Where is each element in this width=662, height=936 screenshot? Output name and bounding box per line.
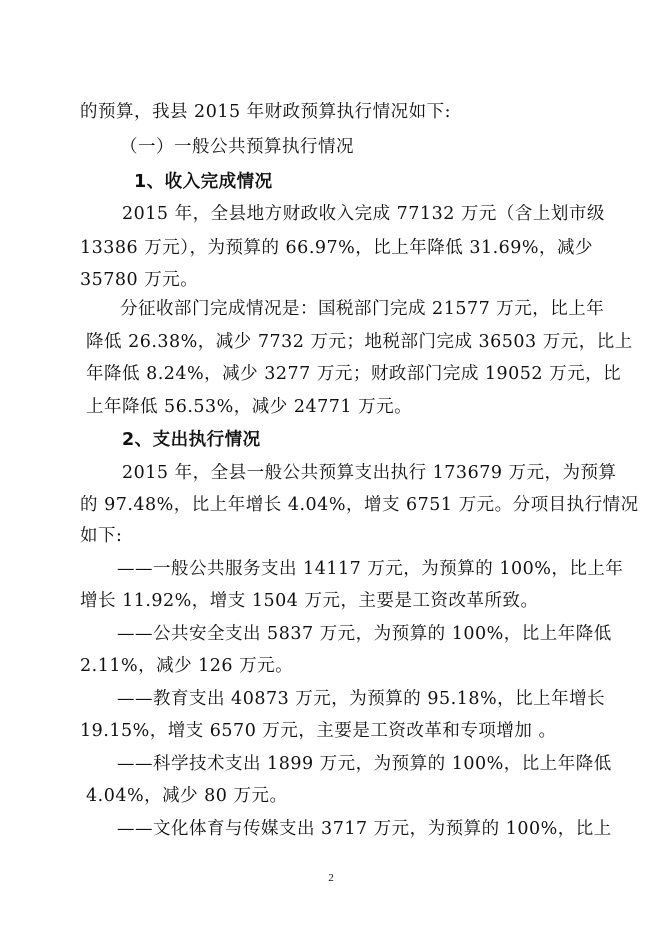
paragraph-line: 分征收部门完成情况是：国税部门完成 21577 万元，比上年	[120, 299, 605, 319]
paragraph-line: 13386 万元），为预算的 66.97%，比上年降低 31.69%，减少	[80, 238, 594, 258]
paragraph-line: ——公共安全支出 5837 万元，为预算的 100%，比上年降低	[117, 624, 612, 644]
paragraph-line: ——教育支出 40873 万元，为预算的 95.18%，比上年增长	[117, 689, 606, 709]
paragraph-line: 降低 26.38%，减少 7732 万元；地税部门完成 36503 万元，比上	[86, 332, 633, 352]
paragraph-line: 增长 11.92%，增支 1504 万元，主要是工资改革所致。	[80, 591, 539, 611]
paragraph-line: 年降低 8.24%，减少 3277 万元；财政部门完成 19052 万元，比	[86, 364, 622, 384]
paragraph-line: 如下:	[80, 526, 123, 546]
paragraph-line: 4.04%，减少 80 万元。	[86, 786, 288, 806]
paragraph-line: ——科学技术支出 1899 万元，为预算的 100%，比上年降低	[117, 754, 612, 774]
section-heading: （一）一般公共预算执行情况	[120, 137, 354, 157]
paragraph-line: 19.15%，增支 6570 万元，主要是工资改革和专项增加 。	[80, 721, 557, 741]
subsection-heading: 1、收入完成情况	[134, 172, 273, 192]
paragraph-line: 2015 年，全县地方财政收入完成 77132 万元（含上划市级	[122, 204, 605, 224]
paragraph-line: 2015 年，全县一般公共预算支出执行 173679 万元，为预算	[122, 463, 617, 483]
paragraph-line: 2.11%，减少 126 万元。	[80, 656, 294, 676]
paragraph-line: 的 97.48%，比上年增长 4.04%，增支 6751 万元。分项目执行情况	[80, 495, 639, 515]
paragraph-line: 35780 万元。	[80, 270, 199, 290]
page-number: 2	[328, 872, 334, 884]
paragraph-line: 的预算，我县 2015 年财政预算执行情况如下:	[80, 102, 452, 122]
paragraph-line: ——一般公共服务支出 14117 万元，为预算的 100%，比上年	[117, 559, 624, 579]
subsection-heading: 2、支出执行情况	[122, 430, 261, 450]
paragraph-line: ——文化体育与传媒支出 3717 万元，为预算的 100%，比上	[117, 819, 612, 839]
paragraph-line: 上年降低 56.53%，减少 24771 万元。	[86, 397, 413, 417]
